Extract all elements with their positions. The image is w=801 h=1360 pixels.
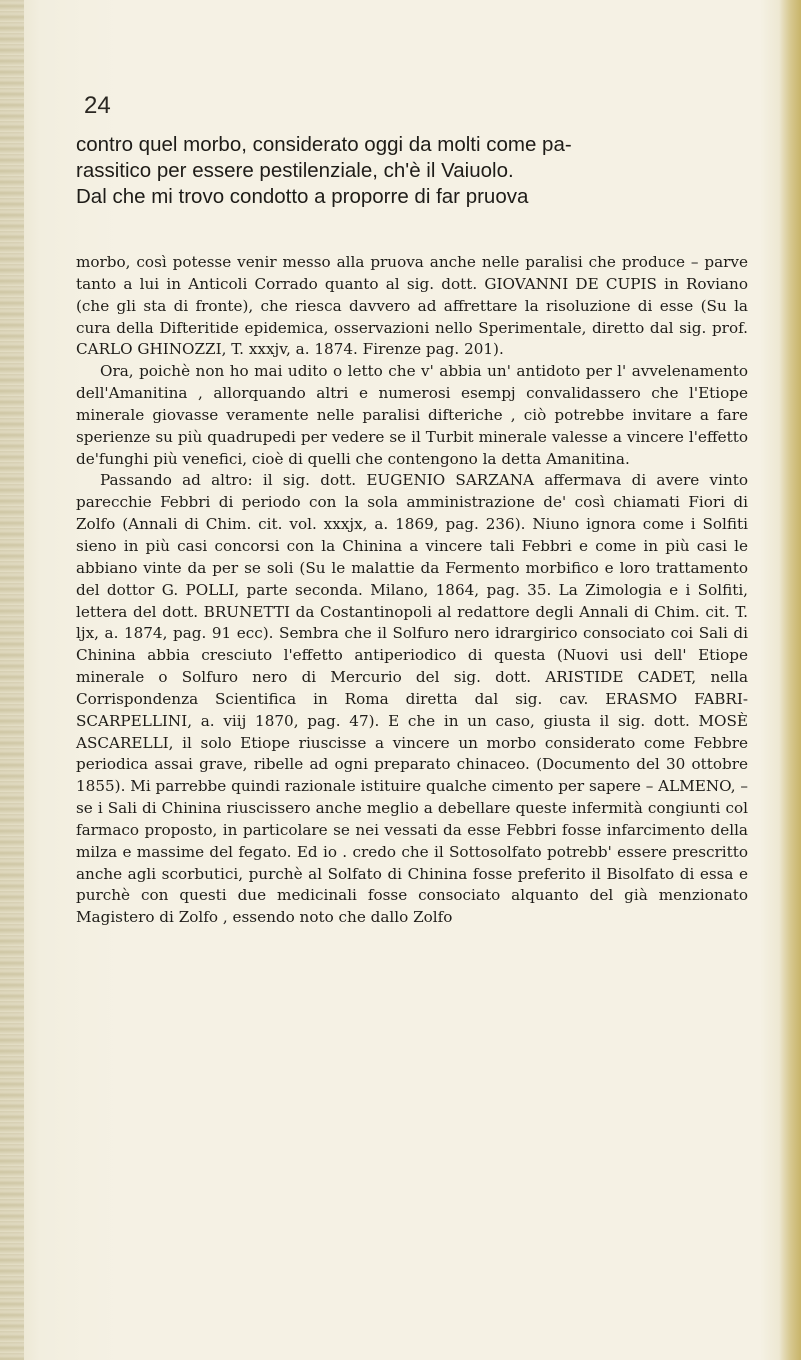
body-text — [76, 252, 748, 929]
paragraph-morbo: morbo, così potesse venir messo alla pruova anche nelle paralisi che produce – parve tanto a lui in Anticoli Corrado quanto al sig. dott. GIOVANNI DE CUPIS in Roviano (che gli sta di fronte), che riesca davvero ad affrettare la risoluzione di esse (Su la cura della Difteritide epidemica, osservazioni nello Sperimentale, diretto dal sig. prof. CARLO GHINOZZI, T. xxxjv, a. 1874. Firenze pag. 201). — [76, 253, 748, 359]
page-number: 24 — [84, 92, 111, 119]
intro-line: rassitico per essere pestilenziale, ch'è il Vaiuolo. — [76, 159, 514, 182]
intro-text-block — [76, 132, 736, 210]
page-binding-edge — [0, 0, 24, 1360]
intro-line: Dal che mi trovo condotto a proporre di far pruova — [76, 185, 529, 208]
intro-line: contro quel morbo, considerato oggi da molti come pa- — [76, 133, 572, 156]
page-right-edge — [779, 0, 801, 1360]
paragraph-febbri: Passando ad altro: il sig. dott. EUGENIO SARZANA affermava di avere vinto parecchie Febbri di periodo con la sola amministrazione de' così chiamati Fiori di Zolfo (Annali di Chim. cit. vol. xxxjx, a. 1869, pag. 236). Niuno ignora come i Solfiti sieno in più casi concorsi con la Chinina a vincere tali Febbri e come in più casi le abbiano vinte da per se soli (Su le malattie da Fermento morbifico e loro trattamento del dottor G. POLLI, parte seconda. Milano, 1864, pag. 35. La Zimologia e i Solfiti, lettera del dott. BRUNETTI da Costantinopoli al redattore degli Annali di Chim. cit. T. ljx, a. 1874, pag. 91 ecc). Sembra che il Solfuro nero idrargirico consociato coi Sali di Chinina abbia cresciuto l'effetto antiperiodico di questa (Nuovi usi dell' Etiope minerale o Solfuro nero di Mercurio del sig. dott. ARISTIDE CADET, nella Corrispondenza Scientifica in Roma diretta dal sig. cav. ERASMO FABRI-SCARPELLINI, a. viij 1870, pag. 47). E che in un caso, giusta il sig. dott. MOSÈ ASCARELLI, il solo Etiope riuscisse a vincere un morbo considerato come Febbre periodica assai grave, ribelle ad ogni preparato chinaceo. (Documento del 30 ottobre 1855). Mi parrebbe quindi razionale istituire qualche cimento per sapere – ALMENO, – se i Sali di Chinina riuscissero anche meglio a debellare queste infermità congiunti col farmaco proposto, in particolare se nei vessati da esse Febbri fosse infarcimento della milza e massime del fegato. Ed io . credo che il Sottosolfato potrebb' essere prescritto anche agli scorbutici, purchè al Solfato di Chinina fosse preferito il Bisolfato di essa e purchè con questi due medicinali fosse consociato alquanto del già menzionato Magistero di Zolfo , essendo noto che dallo Zolfo — [76, 471, 748, 927]
paragraph-amanitina: Ora, poichè non ho mai udito o letto che v' abbia un' antidoto per l' avvelenamento dell'Amanitina , allorquando altri e numerosi esempj convalidassero che l'Etiope minerale giovasse veramente nelle paralisi difteriche , ciò potrebbe invitare a fare sperienze su più quadrupedi per vedere se il Turbit minerale valesse a vincere l'effetto de'funghi più venefici, cioè di quelli che contengono la detta Amanitina. — [76, 362, 748, 468]
